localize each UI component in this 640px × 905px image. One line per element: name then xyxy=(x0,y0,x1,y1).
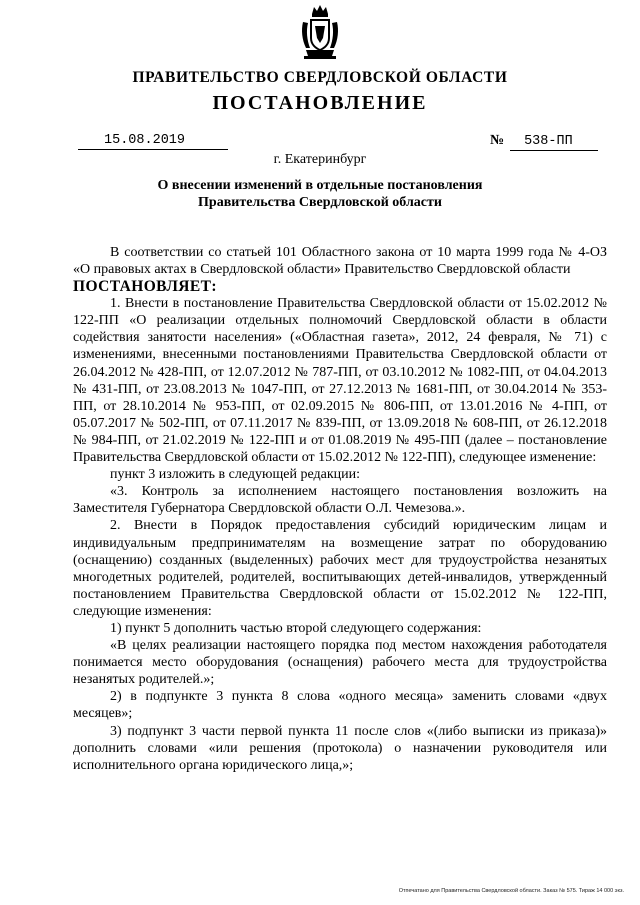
government-title: ПРАВИТЕЛЬСТВО СВЕРДЛОВСКОЙ ОБЛАСТИ xyxy=(132,69,508,86)
number-sign: № xyxy=(490,133,505,148)
paragraph-1-lead: пункт 3 изложить в следующей редакции: xyxy=(110,467,360,483)
document-number-block xyxy=(490,133,598,151)
paragraph-2-item-3: 3) подпункт 3 части первой пункта 11 после слов «(либо выписки из приказа)» дополнить словами «или решения (протокола) о назначении руководителя или исполнительного органа юридического лица,»; xyxy=(73,723,607,773)
document-number: 538-ПП xyxy=(510,134,598,151)
document-subject xyxy=(0,177,640,211)
paragraph-1-quote: «3. Контроль за исполнением настоящего постановления возложить на Заместителя Губернатора Свердловской области О.Л. Чемезова.». xyxy=(73,484,607,517)
paragraph-1: 1. Внести в постановление Правительства Свердловской области от 15.02.2012 № 122-ПП «О реализации отдельных полномочий Свердловской области в области содействия занятости населения» («Областная газета», 2012, 24 февраля, № 71) с изменениями, внесенными постановлениями Правительства Свердловской области от 26.04.2012 № 428-ПП, от 12.07.2012 № 787-ПП, от 03.10.2012 № 1082-ПП, от 04.04.2013 № 431-ПП, от 23.08.2013 № 1047-ПП, от 27.12.2013 № 1681-ПП, от 30.04.2014 № 353-ПП, от 28.10.2014 № 953-ПП, от 02.09.2015 № 806-ПП, от 13.01.2016 № 4-ПП, от 05.07.2017 № 502-ПП, от 07.11.2017 № 839-ПП, от 13.09.2018 № 608-ПП, от 26.12.2018 № 984-ПП, от 21.02.2019 № 122-ПП и от 01.08.2019 № 495-ПП (далее – постановление Правительства Свердловской области от 15.02.2012 № 122-ПП), следующее изменение: xyxy=(73,296,607,466)
document-city: г. Екатеринбург xyxy=(273,152,367,167)
paragraph-2-item-2: 2) в подпункте 3 пункта 8 слова «одного месяца» заменить словами «двух месяцев»; xyxy=(73,689,607,722)
paragraph-2: 2. Внести в Порядок предоставления субсидий юридическим лицам и индивидуальным предпринимателям на возмещение затрат по оборудованию (оснащению) созданных (выделенных) рабочих мест для трудоустройства незанятых многодетных родителей, родителей, воспитывающих детей-инвалидов, утвержденный постановлением Правительства Свердловской области от 15.02.2012 № 122-ПП, следующие изменения: xyxy=(73,518,607,619)
document-body xyxy=(73,244,607,774)
paragraph-2-item-1: 1) пункт 5 дополнить частью второй следующего содержания: xyxy=(110,620,482,636)
paragraph-2-item-1-quote: «В целях реализации настоящего порядка под местом нахождения работодателя понимается место оборудования (оснащения) рабочего места для трудоустройства незанятых родителей.»; xyxy=(73,638,607,688)
subject-line-2: Правительства Свердловской области xyxy=(198,195,442,210)
intro-paragraph: В соответствии со статьей 101 Областного закона от 10 марта 1999 года № 4-ОЗ «О правовых актах в Свердловской области» Правительство Свердловской области xyxy=(73,245,607,278)
subject-line-1: О внесении изменений в отдельные постановления xyxy=(157,178,483,193)
coat-of-arms-icon xyxy=(300,4,340,60)
document-type-title: ПОСТАНОВЛЕНИЕ xyxy=(212,92,428,114)
document-date: 15.08.2019 xyxy=(78,133,228,150)
decree-heading: ПОСТАНОВЛЯЕТ: xyxy=(73,278,217,296)
print-note: Отпечатано для Правительства Свердловской области. Заказ № 575. Тираж 14 000 экз. xyxy=(398,888,624,894)
